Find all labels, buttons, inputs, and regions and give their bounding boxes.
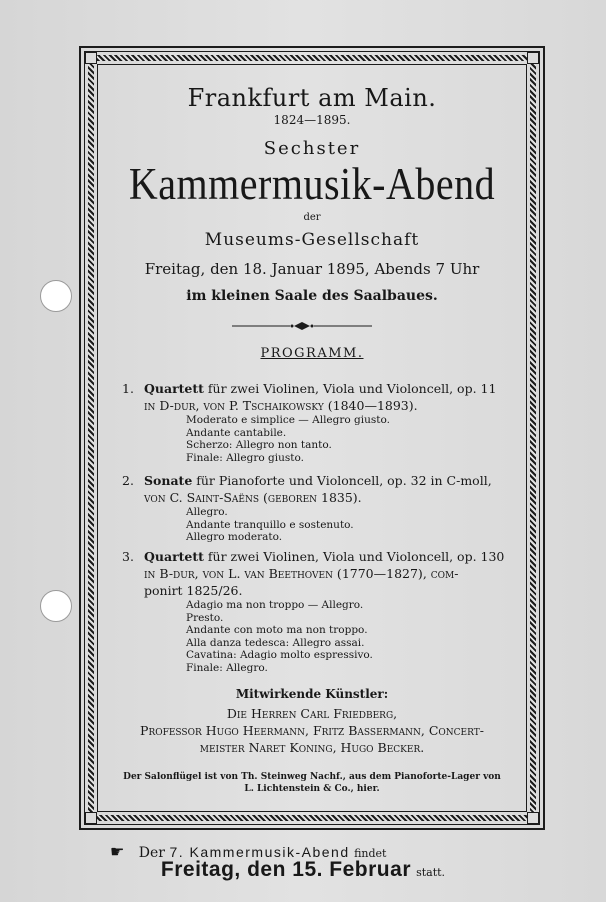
work-line: für Pianoforte und Violoncell, op. 32 in C-moll, xyxy=(192,473,492,488)
concert-venue: im kleinen Saale des Saalbaues. xyxy=(186,288,438,304)
movement: Presto. xyxy=(186,611,224,624)
years: 1824—1895. xyxy=(273,113,351,127)
item-number: 1. xyxy=(122,381,134,396)
program-heading: PROGRAMM. xyxy=(260,346,364,361)
movement: Moderato e simplice — Allegro giusto. xyxy=(186,414,390,426)
work-line: ponirt 1825/26. xyxy=(144,583,243,598)
punch-hole-top xyxy=(40,280,72,312)
ornament-divider-icon xyxy=(232,322,372,330)
next-der: Der xyxy=(138,845,165,861)
movement: Cavatina: Adagio molto espressivo. xyxy=(186,649,373,661)
program-item-1 xyxy=(122,380,532,464)
next-statt: statt. xyxy=(416,866,446,879)
artists-line: meister Naret Koning, Hugo Becker. xyxy=(199,740,425,755)
artists-line: Die Herren Carl Friedberg, xyxy=(226,706,398,721)
movement: Andante con moto ma non troppo. xyxy=(186,624,368,636)
work-line: von C. Saint-Saëns (geboren 1835). xyxy=(144,490,362,505)
movement: Allegro. xyxy=(186,506,228,518)
movement: Andante tranquillo e sostenuto. xyxy=(186,518,354,531)
movement: Alla danza tedesca: Allegro assai. xyxy=(186,636,365,649)
movement: Andante cantabile. xyxy=(186,426,287,439)
movement: Allegro moderato. xyxy=(186,531,283,543)
work-line: für zwei Violinen, Viola und Violoncell, op. 11 xyxy=(203,381,497,396)
ordinal: Sechster xyxy=(263,138,361,159)
punch-hole-bottom xyxy=(40,590,72,622)
artists-line: Professor Hugo Heermann, Fritz Bassermann, Concert- xyxy=(140,723,484,738)
program-item-3 xyxy=(122,548,532,674)
concert-date: Freitag, den 18. Januar 1895, Abends 7 Uhr xyxy=(144,260,480,278)
next-concert-date xyxy=(0,858,606,882)
next-date: Freitag, den 15. Februar xyxy=(160,858,411,881)
movement: Scherzo: Allegro non tanto. xyxy=(186,439,332,451)
next-findet: findet xyxy=(354,847,387,860)
pointing-hand-icon: ☛ xyxy=(110,842,125,861)
society-name: Museums-Gesellschaft xyxy=(204,230,420,250)
next-event: 7. Kammermusik-Abend xyxy=(169,844,350,860)
item-number: 3. xyxy=(122,549,134,564)
program-item-2 xyxy=(122,472,532,544)
work-title: Sonate xyxy=(144,473,193,488)
work-title: Quartett xyxy=(144,549,204,564)
work-line: für zwei Violinen, Viola und Violoncell, op. 130 xyxy=(203,549,505,564)
artists-heading: Mitwirkende Künstler: xyxy=(235,687,389,701)
movement: Adagio ma non troppo — Allegro. xyxy=(186,599,364,611)
piano-note: Der Salonflügel ist von Th. Steinweg Nachf., aus dem Pianoforte-Lager von L. Lichtenstein & Co., hier. xyxy=(123,772,501,794)
movement: Finale: Allegro. xyxy=(186,661,268,674)
der-text: der xyxy=(303,212,321,223)
city: Frankfurt am Main. xyxy=(187,84,437,112)
work-line: in D-dur, von P. Tschaikowsky (1840—1893). xyxy=(144,398,418,413)
work-title: Quartett xyxy=(144,381,204,396)
page-title: Kammermusik-Abend xyxy=(128,157,496,210)
item-number: 2. xyxy=(122,473,134,488)
work-line: in B-dur, von L. van Beethoven (1770—1827), com- xyxy=(144,566,459,581)
movement: Finale: Allegro giusto. xyxy=(186,451,304,464)
